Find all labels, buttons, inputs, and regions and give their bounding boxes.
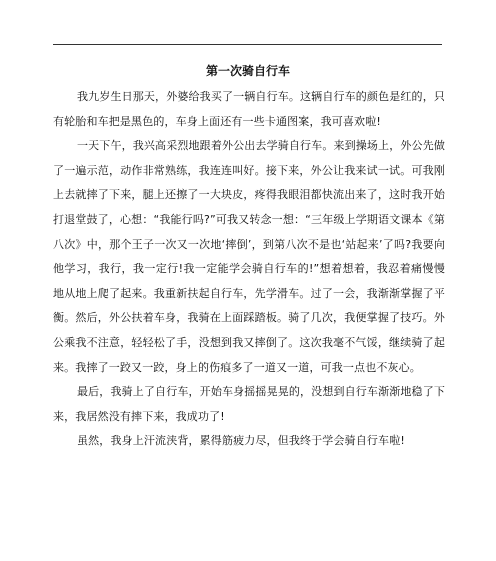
paragraph-1: 我九岁生日那天，外婆给我买了一辆自行车。这辆自行车的颜色是红的，只有轮胎和车把是黑色的，车身上面还有一些卡通图案，我可喜欢啦! (53, 90, 445, 128)
paragraph-3: 最后，我骑上了自行车，开始车身摇摇晃晃的，没想到自行车渐渐地稳了下来，我居然没有摔下来，我成功了! (53, 385, 445, 423)
document-body (53, 85, 445, 454)
paragraph-2: 一天下午，我兴高采烈地跟着外公出去学骑自行车。来到操场上，外公先做了一遍示范，动作非常熟练，我连连叫好。接下来，外公让我来试一试。可我刚上去就摔了下来，腿上还擦了一大块皮，疼得我眼泪都快流出来了，这时我开始打退堂鼓了，心想：“我能行吗?”可我又转念一想：“三年级上学期语文课本《第八次》中，那个王子一次又一次地‘摔倒’，到第八次不是也‘站起来’了吗?我要向他学习，我行，我一定行!我一定能学会骑自行车的!”想着想着，我忍着痛慢慢地从地上爬了起来。我重新扶起自行车，先学滑车。过了一会，我渐渐掌握了平衡。然后，外公扶着车身，我骑在上面踩踏板。骑了几次，我便掌握了技巧。外公乘我不注意，轻轻松了手，没想到我又摔倒了。这次我毫不气馁，继续骑了起来。我摔了一跤又一跤，身上的伤痕多了一道又一道，可我一点也不灰心。 (53, 139, 445, 374)
header-rule (53, 44, 442, 45)
paragraph-4: 虽然，我身上汗流浃背，累得筋疲力尽，但我终于学会骑自行车啦! (77, 434, 405, 448)
document-title: 第一次骑自行车 (205, 64, 290, 78)
